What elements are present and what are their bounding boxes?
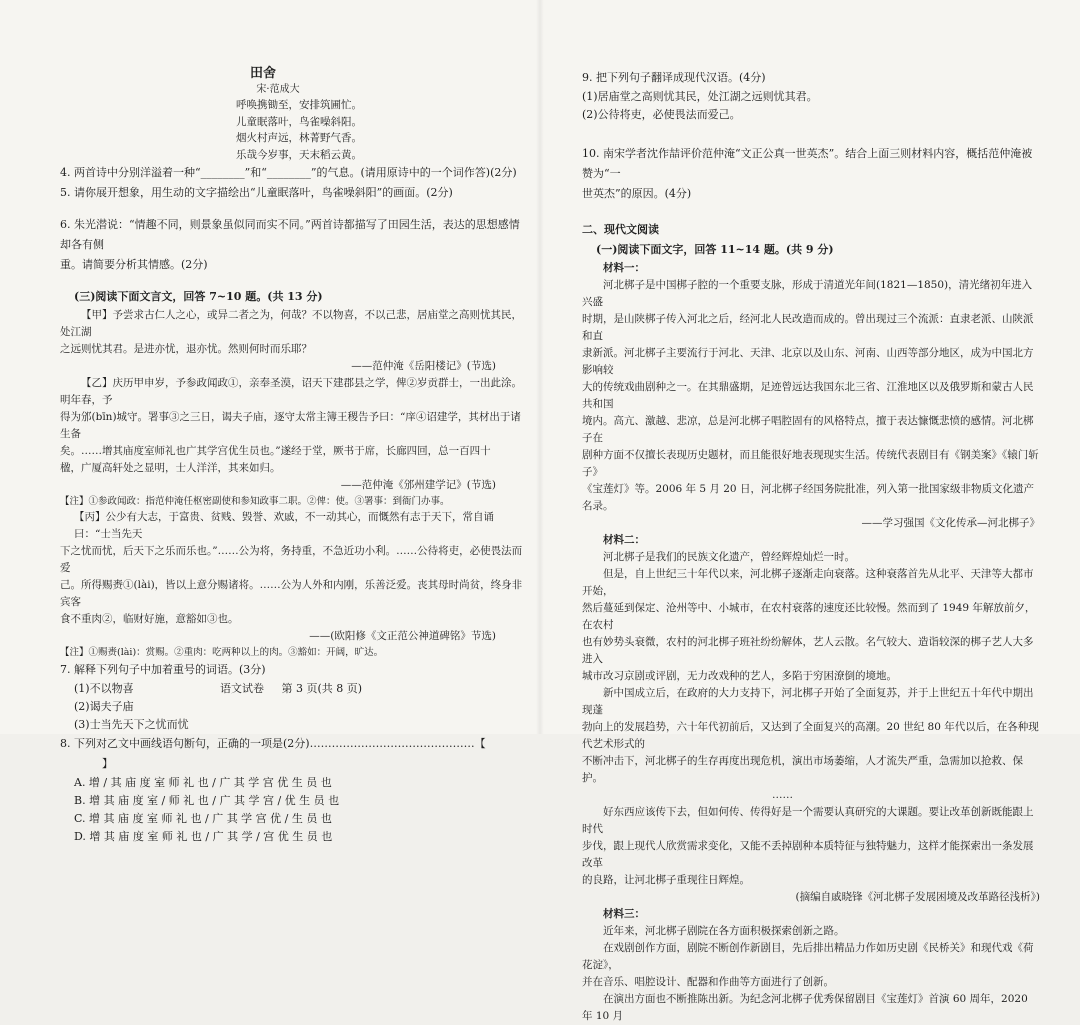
- passage-jia-source: ——范仲淹《岳阳楼记》(节选): [351, 360, 496, 372]
- poem-author: 宋·范成大: [256, 84, 300, 95]
- poem-line: 烟火村声远，林菁野气香。: [236, 132, 362, 144]
- option-d: D. 增 其 庙 度 室 师 礼 也 / 广 其 学 / 宫 优 生 员 也: [74, 830, 333, 843]
- note-2: 【注】①赐赉(lài)：赏赐。②重肉：吃两种以上的肉。③豁如：开阔，旷达。: [60, 647, 384, 658]
- material-2-text: 也有妙势头衰微，农村的河北梆子班社纷纷解体，艺人云散。名气较大、造诣较深的梆子艺人大多进入: [582, 636, 1034, 665]
- material-3-title: 材料三：: [603, 908, 645, 920]
- passage-bing-cont: 食不重肉②，临财好施，意豁如③也。: [60, 613, 239, 625]
- poem-line: 儿童眠落叶，鸟雀噪斜阳。: [236, 115, 362, 128]
- question-6-cont: 重。请简要分析其情感。(2分): [60, 258, 208, 271]
- passage-yi-cont: 楹，广厦高轩处之显明，士人洋洋，其来如归。: [60, 462, 281, 474]
- material-2-source: (摘编自戚晓锋《河北梆子发展困境及改革路径浅析》): [795, 891, 1040, 903]
- passage-yi-cont: 矣。……增其庙度室师礼也广其学宫优生员也。”遂经于堂，厥书于席，长廊四回，总一百四十: [60, 445, 491, 457]
- material-3-text: 在演出方面也不断推陈出新。为纪念河北梆子优秀保留剧目《宝莲灯》首演 60 周年，2020 年 10 月: [582, 993, 1028, 1022]
- question-8-text: 8. 下列对乙文中画线语句断句，正确的一项是(2分)………………………………………: [60, 737, 475, 750]
- material-1-text: 剧种方面不仅擅长表现历史题材，而且能很好地表现现实生活。传统代表剧目有《钢美案》《辕门斩子》: [582, 449, 1039, 478]
- material-2-text: 河北梆子是我们的民族文化遗产，曾经辉煌灿烂一时。: [603, 551, 855, 563]
- question-7: 7. 解释下列句子中加着重号的词语。(3分): [60, 663, 266, 676]
- question-10-cont: 世英杰”的原因。(4分): [582, 187, 692, 200]
- passage-jia-cont: 之远则忧其君。是进亦忧，退亦忧。然则何时而乐耶？: [60, 343, 312, 355]
- question-9: 9. 把下列句子翻译成现代汉语。(4分): [582, 71, 766, 84]
- passage-bing-cont: 己。所得赐赉①(lài)，皆以上意分赐诸将。……公为人外和内刚，乐善泛爱。丧其母时尚贫，终身非宾客: [60, 579, 523, 608]
- part-2-title: 二、现代文阅读: [582, 223, 659, 236]
- material-2-text: 勃向上的发展趋势，六十年代初前后，又达到了全面复兴的高潮。20 世纪 80 年代以后，在各种现代艺术形式的: [582, 721, 1039, 750]
- material-1-text: 河北梆子是中国梆子腔的一个重要支脉，形成于清道光年间(1821—1850)，清光绪初年进入兴盛: [582, 279, 1033, 308]
- question-7-item: (2)谒夫子庙: [74, 700, 134, 713]
- material-1-source: ——学习强国《文化传承—河北梆子》: [861, 517, 1040, 529]
- question-6: 6. 朱光潜说：“情趣不同，则景象虽似同而实不同。”两首诗都描写了田园生活，表达的思想感情却各有侧: [60, 218, 520, 251]
- material-2-text: 但是，自上世纪三十年代以来，河北梆子逐渐走向衰落。这种衰落首先从北平、天津等大都市开始，: [582, 568, 1034, 597]
- option-b: B. 增 其 庙 度 室 / 师 礼 也 / 广 其 学 宫 / 优 生 员 也: [74, 794, 340, 807]
- material-2-text: 不断冲击下，河北梆子的生存再度出现危机，演出市场萎缩，人才流失严重，急需加以抢救、保护。: [582, 755, 1023, 784]
- option-a: A. 增 / 其 庙 度 室 师 礼 也 / 广 其 学 宫 优 生 员 也: [74, 776, 332, 789]
- passage-jia: 【甲】予尝求古仁人之心，或异二者之为，何哉？不以物喜，不以己悲，居庙堂之高则忧其民，处江湖: [60, 309, 522, 338]
- question-9-item: (1)居庙堂之高则忧其民，处江湖之远则忧其君。: [582, 90, 818, 103]
- question-7-item: (1)不以物喜: [74, 682, 134, 695]
- material-2-ellipsis: ……: [772, 789, 793, 801]
- footer-subject: 语文试卷: [220, 682, 264, 695]
- question-9-item: (2)公待将吏，必使畏法而爱己。: [582, 108, 741, 121]
- footer-page-number: 第 3 页(共 8 页): [281, 682, 363, 695]
- material-1-text: 时期，是山陕梆子传入河北之后，经河北人民改造而成的。曾出现过三个流派：直隶老派、山陕派和直: [582, 313, 1034, 342]
- material-1-text: 隶新派。河北梆子主要流行于河北、天津、北京以及山东、河南、山西等部分地区，成为中国北方影响较: [582, 347, 1034, 376]
- material-1-text: 大的传统戏曲剧种之一。在其鼎盛期，足迹曾远达我国东北三省、江淮地区以及俄罗斯和蒙古人民共和国: [582, 381, 1034, 410]
- question-5: 5. 请你展开想象，用生动的文字描绘出“儿童眠落叶，鸟雀噪斜阳”的画面。(2分): [60, 186, 453, 199]
- left-column: [0, 0, 540, 843]
- material-2-title: 材料二：: [603, 534, 645, 546]
- material-1-text: 境内。高亢、激越、悲凉，总是河北梆子唱腔固有的风格特点，擅于表达慷慨悲愤的感情。河北梆子在: [582, 415, 1034, 444]
- material-3-text: 在戏剧创作方面，剧院不断创作新剧目，先后排出精品力作如历史剧《民桥关》和现代戏《荷花淀》，: [582, 942, 1034, 971]
- material-2-text: 好东西应该传下去，但如何传、传得好是一个需要认真研究的大课题。要让改革创新既能跟上时代: [582, 806, 1034, 835]
- page-footer: [220, 680, 376, 696]
- passage-bing: 【丙】公少有大志，于富贵、贫贱、毁誉、欢戚，不一动其心，而慨然有志于天下，常自诵曰：“士当先天: [74, 511, 494, 540]
- material-2-text: 城市改习京剧或评剧，无力改戏种的艺人，多陷于穷困潦倒的境地。: [582, 670, 897, 682]
- poem-title: 田舍: [249, 66, 276, 81]
- material-3-text: 并在音乐、唱腔设计、配器和作曲等方面进行了创新。: [582, 976, 834, 988]
- answer-bracket-right: 】: [102, 757, 113, 770]
- passage-yi: 【乙】庆历甲申岁，予参政闻政①，亲奉圣漠，诏天下建郡县之学，俾②岁贡群士，一出此涂。明年春，予: [60, 377, 522, 406]
- material-3-text: 近年来，河北梆子剧院在各方面积极探索创新之路。: [603, 925, 845, 937]
- passage-bing-source: ——(欧阳修《文正范公神道碑铭》节选): [309, 630, 496, 642]
- material-2-text: 的良路，让河北梆子重现往日辉煌。: [582, 874, 750, 886]
- material-2-text: 新中国成立后，在政府的大力支持下，河北梆子开始了全面复苏，并于上世纪五十年代中期出现蓬: [582, 687, 1034, 716]
- option-c: C. 增 其 庙 度 室 师 礼 也 / 广 其 学 宫 优 / 生 员 也: [74, 812, 332, 825]
- passage-bing-cont: 下之忧而忧，后天下之乐而乐也。”……公为将，务持重，不急近功小利。……公待将吏，必使畏法而爱: [60, 545, 523, 574]
- part-2-subtitle: (一)阅读下面文字，回答 11~14 题。(共 9 分): [596, 243, 834, 256]
- answer-bracket-left: 【: [474, 737, 486, 750]
- question-10: 10. 南宋学者沈作喆评价范仲淹“文正公真一世英杰”。结合上面三则材料内容，概括范仲淹被赞为“一: [582, 147, 1033, 180]
- section-3-title: (三)阅读下面文言文，回答 7~10 题。(共 13 分): [74, 290, 323, 303]
- passage-yi-source: ——范仲淹《邠州建学记》(节选): [340, 479, 496, 491]
- question-4: 4. 两首诗中分别洋溢着一种“________”和“________”的气息。(请用原诗中的一个词作答)(2分): [60, 166, 517, 179]
- poem-line: 乐哉今岁事，天末稻云黄。: [236, 148, 362, 161]
- material-1-text: 《宝莲灯》等。2006 年 5 月 20 日，河北梆子经国务院批准，列入第一批国家级非物质文化遗产名录。: [582, 483, 1034, 512]
- material-1-title: 材料一：: [603, 262, 645, 274]
- right-column: [540, 0, 1080, 1022]
- question-8: [60, 734, 526, 774]
- note-1: 【注】①参政闻政：指范仲淹任枢密副使和参知政事二职。②俾：使。③署事：到衙门办事。: [60, 496, 450, 507]
- passage-yi-cont: 得为邠(bīn)城守。署事③之三日，谒夫子庙，逐守太常主簿王稷告予曰：“庠④诏建学，其材出于诸生备: [60, 411, 521, 440]
- poem-line: 呼唤携锄至，安排筑圃忙。: [236, 99, 362, 111]
- question-7-item: (3)士当先天下之忧而忧: [74, 718, 189, 731]
- material-2-text: 然后蔓延到保定、沧州等中、小城市，在农村衰落的速度还比较慢。然而到了 1949 年解放前夕，在农村: [582, 602, 1036, 631]
- material-2-text: 步伐，跟上现代人欣赏需求变化，又能不丢掉剧种本质特征与独特魅力，这样才能探索出一条发展改革: [582, 840, 1034, 869]
